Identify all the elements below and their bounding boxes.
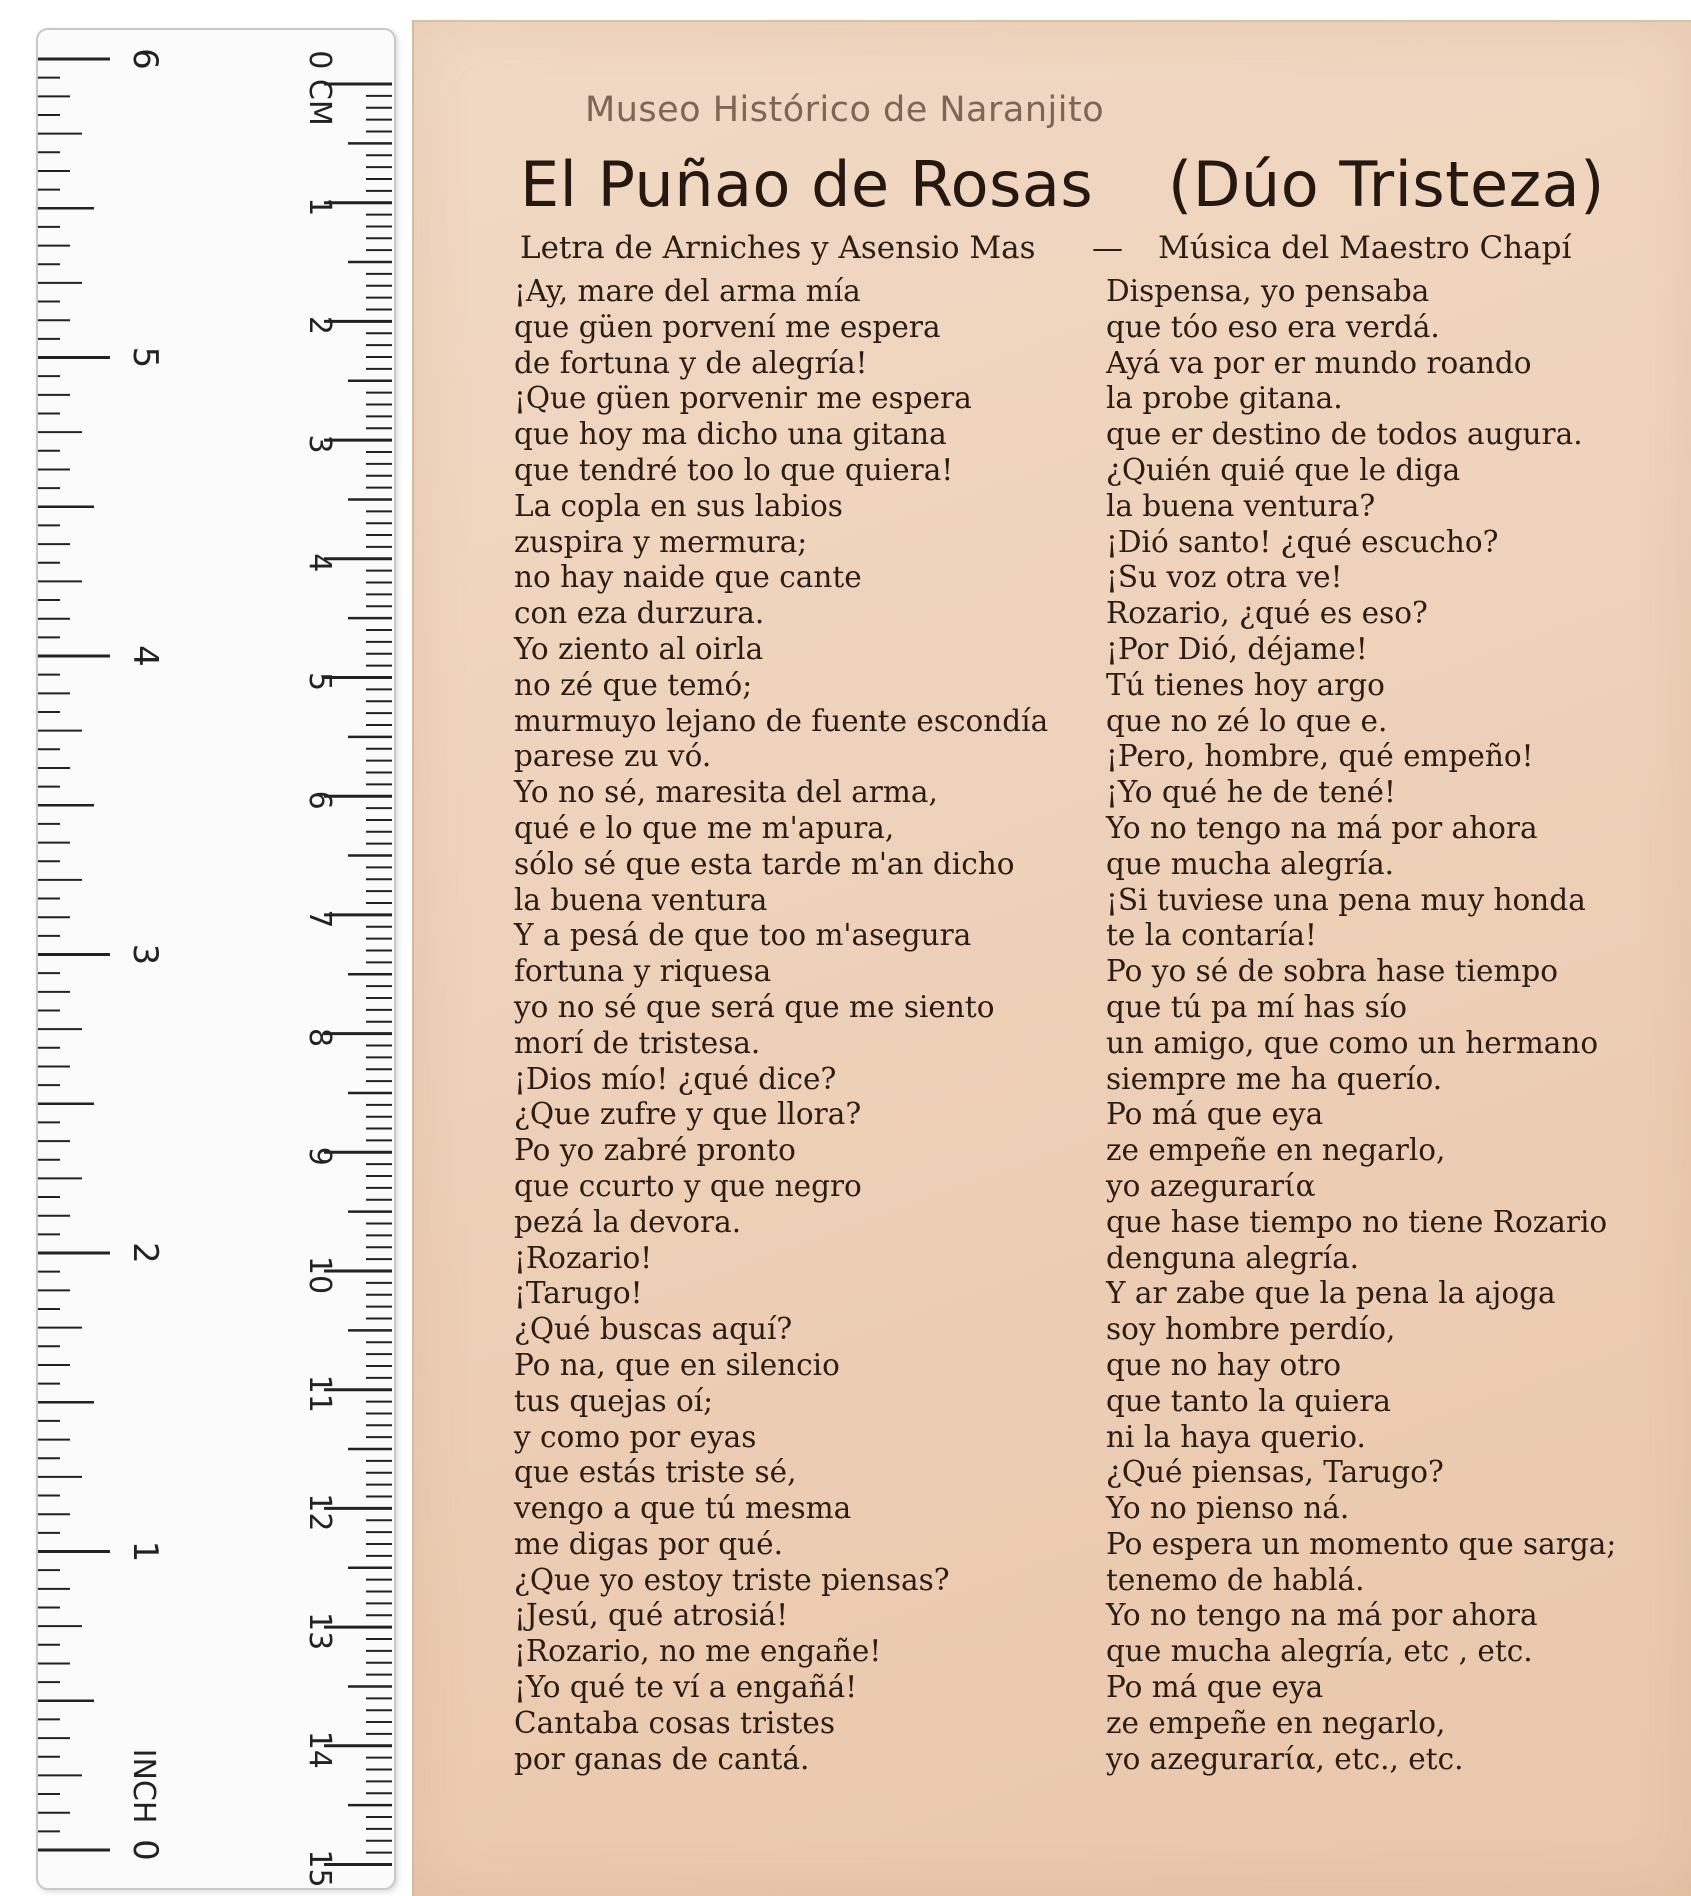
ruler-label: 8 [302,1028,337,1048]
lyric-line: ¡Pero, hombre, qué empeño! [1106,739,1534,774]
lyric-line: Yo no tengo na má por ahora [1106,1598,1538,1633]
lyric-line: ¡Su voz otra ve! [1106,560,1343,595]
lyrics-credit: Letra de Arniches y Asensio Mas [520,230,1036,266]
lyric-line: La copla en sus labios [514,488,843,523]
lyric-line: ¡Tarugo! [514,1276,643,1311]
lyric-line: vengo a que tú mesma [514,1491,852,1526]
lyric-line: ¡Yo qué te ví a engañá! [514,1670,858,1705]
lyric-line: y como por eyas [514,1419,757,1454]
ruler-label: 5 [302,671,337,692]
ruler-label: 1 [125,1540,165,1563]
music-credit: Música del Maestro Chapí [1158,230,1572,266]
lyric-line: que mucha alegría, etc , etc. [1106,1634,1533,1669]
lyric-line: que güen porvení me espera [514,309,941,344]
lyric-line: ¿Qué piensas, Tarugo? [1106,1455,1444,1490]
lyric-line: ¿Quién quié que le diga [1106,452,1461,487]
lyrics-left-column [514,274,1048,1777]
lyric-line: Po má que eya [1106,1670,1324,1705]
lyric-line: Y a pesá de que too m'asegura [514,918,972,953]
ruler-label: 7 [302,909,337,929]
lyric-line: que no hay otro [1106,1347,1341,1382]
lyric-line: no hay naide que cante [514,560,862,595]
lyric-line: ¡Ay, mare del arma mía [514,274,861,308]
lyric-line: tus quejas oí; [514,1383,714,1418]
lyric-line: yo azegurarία, etc., etc. [1106,1741,1464,1776]
lyric-line: que tanto la quiera [1106,1383,1392,1418]
ruler-label: 3 [302,434,337,454]
lyric-line: siempre me ha querío. [1106,1061,1443,1096]
lyric-line: parese zu vó. [514,739,712,774]
lyric-line: ¡Rozario! [514,1240,653,1275]
lyric-line: ¡Dió santo! ¿qué escucho? [1106,524,1499,559]
lyric-line: no zé que temó; [514,667,753,702]
measuring-ruler [36,28,396,1890]
ruler-label: 6 [125,48,165,70]
lyric-line: Po espera un momento que sarga; [1106,1526,1617,1561]
lyric-line: que tóo eso era verdá. [1106,309,1440,344]
ruler-label: 10 [302,1255,337,1295]
lyric-line: ¡Dios mío! ¿qué dice? [514,1061,837,1096]
lyric-line: Po na, que en silencio [514,1347,840,1382]
credits-separator: — [1092,230,1123,266]
lyric-line: Rozario, ¿qué es eso? [1106,596,1428,631]
ruler-label: 14 [302,1730,337,1769]
lyric-line: Po yo sé de sobra hase tiempo [1106,954,1559,989]
lyric-line: con eza durzura. [514,596,765,631]
lyric-line: ¡Yo qué he de tené! [1106,775,1396,810]
lyric-line: Y ar zabe que la pena la ajoga [1106,1276,1556,1311]
lyric-line: de fortuna y de alegría! [514,345,868,380]
lyric-line: ¿Qué buscas aquí? [514,1312,793,1347]
lyric-line: ¡Por Dió, déjame! [1106,631,1368,666]
ruler-label: INCH [126,1748,161,1824]
lyric-line: murmuyo lejano de fuente escondía [514,703,1049,738]
ruler-label: 0 [125,1839,165,1861]
song-subtitle: (Dúo Tristeza) [1168,148,1605,221]
song-title: El Puñao de Rosas [520,148,1094,221]
lyric-line: Cantaba cosas tristes [514,1705,835,1740]
ruler-label: 2 [302,315,337,335]
lyric-line: que mucha alegría. [1106,846,1395,881]
lyric-line: zuspira y mermura; [514,524,808,559]
lyric-line: Yo ziento al oirla [514,631,764,666]
lyric-line: Yo no sé, maresita del arma, [514,775,938,810]
ruler-label: 0 CM [302,50,337,126]
lyric-line: la buena ventura [514,882,768,917]
lyric-line: pezá la devora. [514,1204,742,1239]
lyric-line: tenemo de hablá. [1106,1562,1365,1597]
lyric-line: Ayá va por er mundo roando [1106,345,1532,380]
lyric-line: yo no sé que será que me siento [514,989,995,1024]
ruler-label: 12 [302,1493,337,1532]
lyric-line: que er destino de todos augura. [1106,417,1583,452]
lyric-line: ¡Si tuviese una pena muy honda [1106,882,1586,917]
lyric-line: que ccurto y que negro [514,1168,862,1203]
lyric-line: soy hombre perdío, [1106,1312,1396,1347]
lyric-line: que tú pa mí has sío [1106,989,1408,1024]
lyric-line: qué e lo que me m'apura, [514,810,895,845]
lyric-line: que hase tiempo no tiene Rozario [1106,1204,1608,1239]
lyric-line: ¡Jesú, qué atrosiá! [514,1598,789,1633]
song-title-line [520,148,1605,221]
ruler-label: 13 [302,1612,337,1651]
lyric-line: que estás triste sé, [514,1455,797,1490]
lyric-line: ¿Que yo estoy triste piensas? [514,1562,950,1597]
lyric-line: Dispensa, yo pensaba [1106,274,1430,308]
lyric-line: por ganas de cantá. [514,1741,810,1776]
lyric-line: Tú tienes hoy argo [1106,667,1385,702]
lyric-line: que no zé lo que e. [1106,703,1388,738]
lyrics-right-column [1106,274,1616,1777]
lyric-line: fortuna y riquesa [514,954,772,989]
ruler-label: 4 [302,553,337,573]
lyric-line: ze empeñe en negarlo, [1106,1705,1446,1740]
ruler-label: 3 [125,943,165,966]
lyric-line: ¡Rozario, no me engañe! [514,1634,882,1669]
lyric-line: la buena ventura? [1106,488,1376,523]
lyric-line: ze empeñe en negarlo, [1106,1133,1446,1168]
lyric-line: yo azegurarία [1106,1168,1316,1203]
ruler-label: 9 [302,1146,337,1166]
ruler-label: 5 [125,346,165,369]
lyric-line: Po má que eya [1106,1097,1324,1132]
lyric-line: Yo no pienso ná. [1106,1491,1350,1526]
lyric-line: me digas por qué. [514,1526,783,1561]
lyric-line: te la contaría! [1106,918,1317,953]
credits-line [520,230,1600,266]
museum-watermark: Museo Histórico de Naranjito [585,90,1105,130]
lyric-line: sólo sé que esta tarde m'an dicho [514,846,1015,881]
ruler-label: 1 [302,197,337,217]
ruler-label: 4 [125,645,165,667]
ruler-label: 11 [302,1374,337,1413]
lyric-line: que hoy ma dicho una gitana [514,417,947,452]
ruler-label: 6 [302,790,337,810]
lyric-line: ni la haya querio. [1106,1419,1366,1454]
lyric-line: que tendré too lo que quiera! [514,452,954,487]
lyric-line: Yo no tengo na má por ahora [1106,810,1538,845]
lyric-line: un amigo, que como un hermano [1106,1025,1599,1060]
lyric-line: ¡Que güen porvenir me espera [514,381,972,416]
lyric-line: morí de tristesa. [514,1025,761,1060]
lyric-line: Po yo zabré pronto [514,1133,796,1168]
ruler-label: 15 [302,1849,337,1888]
ruler-ticks [38,30,394,1888]
lyric-line: denguna alegría. [1106,1240,1360,1275]
lyric-line: la probe gitana. [1106,381,1343,416]
ruler-label: 2 [125,1242,165,1264]
lyric-line: ¿Que zufre y que llora? [514,1097,862,1132]
